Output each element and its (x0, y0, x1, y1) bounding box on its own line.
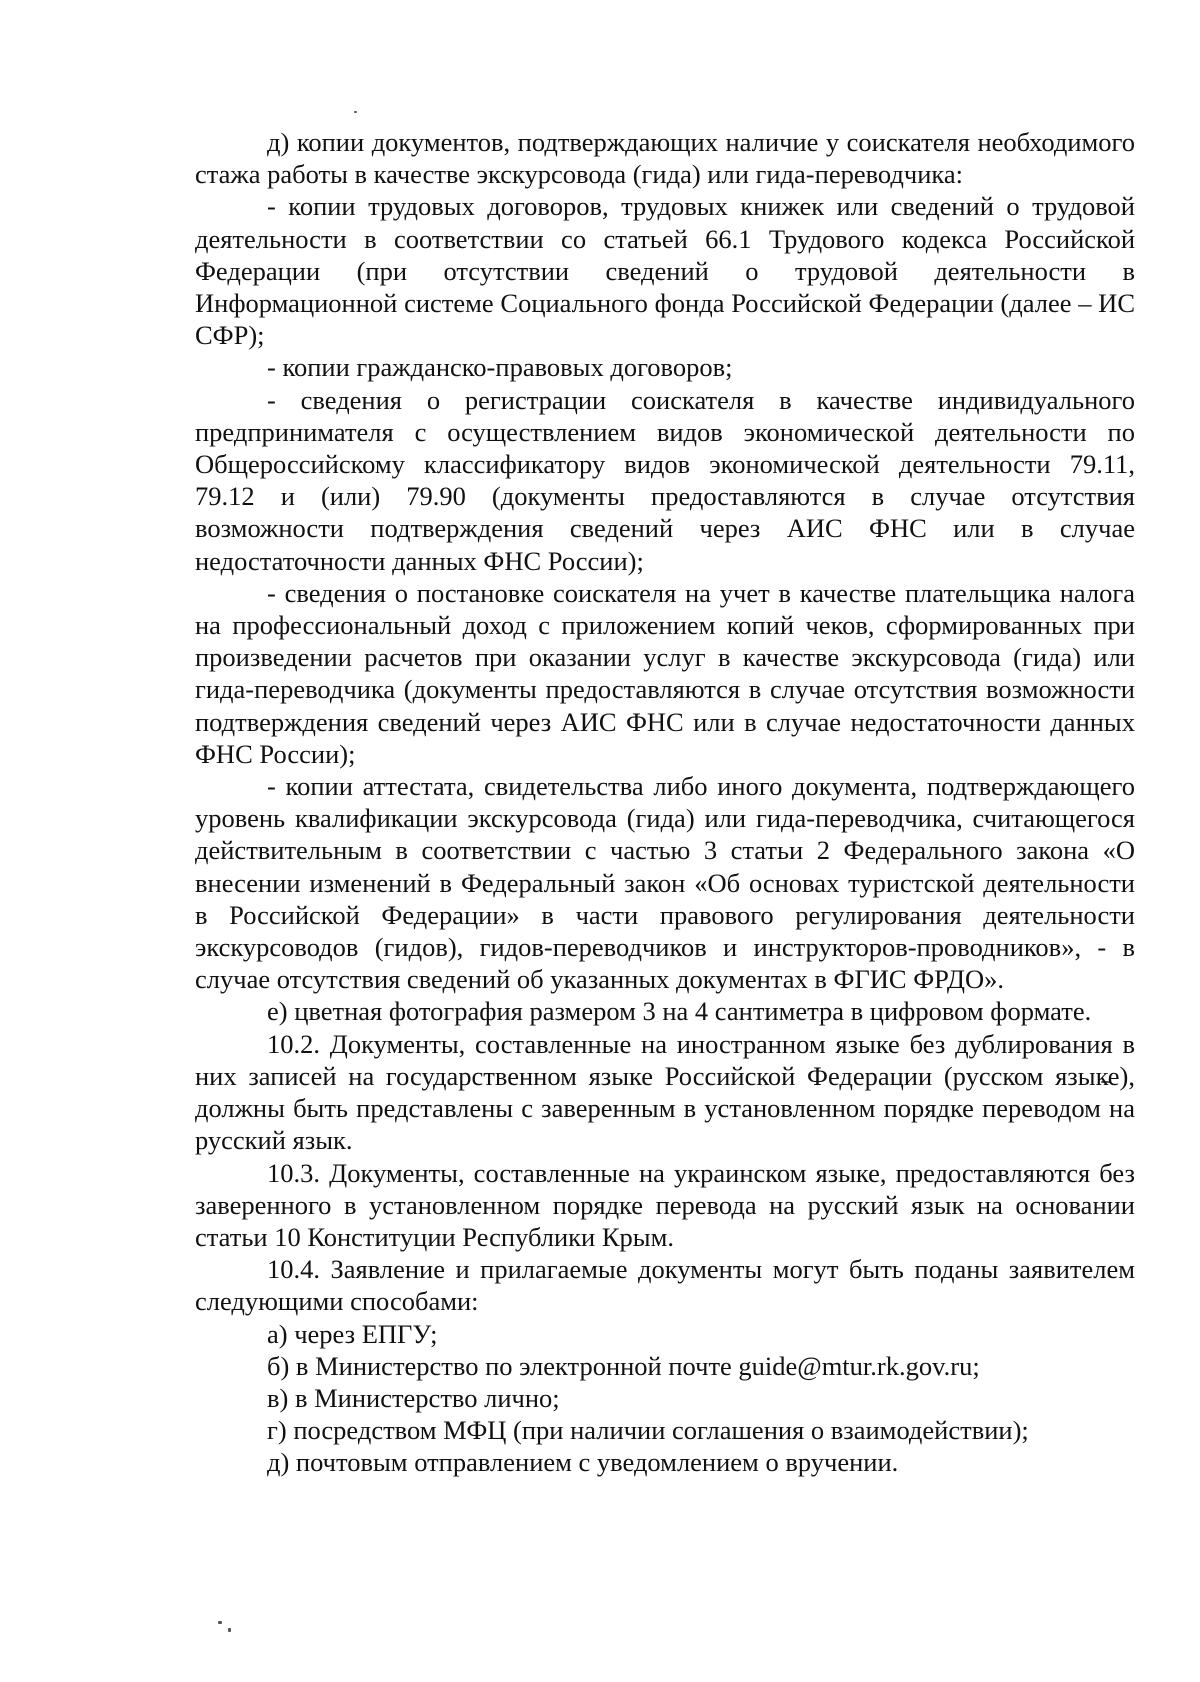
paragraph-10-3: 10.3. Документы, составленные на украинском языке, предоставляются без заверенного в установленном порядке перевода на русский язык на основании статьи 10 Конституции Республики Крым. (195, 1157, 1135, 1252)
list-item-mail: д) почтовым отправлением с уведомлением о вручении. (267, 1447, 899, 1478)
paragraph-professional-income-tax: - сведения о постановке соискателя на учет в качестве плательщика налога на профессиональный доход с приложением копий чеков, сформированных при произведении расчетов при оказании услуг в качестве экскурсовода (гида) или гида-переводчика (документы предоставляются в случае отсутствия возможности подтверждения сведений через АИС ФНС или в случае недостаточности данных ФНС России); (195, 577, 1135, 769)
paragraph-e-photo: е) цветная фотография размером 3 на 4 сантиметра в цифровом формате. (267, 996, 1092, 1027)
paragraph-10-4: 10.4. Заявление и прилагаемые документы могут быть поданы заявителем следующими способами: (195, 1254, 1135, 1317)
submission-methods-list (195, 1318, 1135, 1479)
list-item-epgu: а) через ЕПГУ; (267, 1318, 438, 1349)
paragraph-entrepreneur-registration: - сведения о регистрации соискателя в качестве индивидуального предпринимателя с осуществлением видов экономической деятельности по Общероссийскому классификатору видов экономической деятельности 79.11, 79.12 и (или) 79.90 (документы предоставляются в случае отсутствия возможности подтверждения сведений через АИС ФНС или в случае недостаточности данных ФНС России); (195, 384, 1135, 576)
paragraph-10-2: 10.2. Документы, составленные на иностранном языке без дублирования в них записей на государственном языке Российской Федерации (русском языке), должны быть представлены с заверенным в установленном порядке переводом на русский язык. (195, 1028, 1135, 1156)
paragraph-labor-contracts: - копии трудовых договоров, трудовых книжек или сведений о трудовой деятельности в соответствии со статьей 66.1 Трудового кодекса Российской Федерации (при отсутствии сведений о трудовой деятельности в Информационной системе Социального фонда Российской Федерации (далее – ИС СФР); (195, 191, 1135, 351)
document-body (195, 126, 1135, 1479)
paragraph-qualification-certificate: - копии аттестата, свидетельства либо иного документа, подтверждающего уровень квалификации экскурсовода (гида) или гида-переводчика, считающегося действительным в соответствии с частью 3 статьи 2 Федерального закона «О внесении изменений в Федеральный закон «Об основах туристской деятельности в Российской Федерации» в части правового регулирования деятельности экскурсоводов (гидов), гидов-переводчиков и инструкторов-проводников», - в случае отсутствия сведений об указанных документах в ФГИС ФРДО». (195, 771, 1135, 995)
paragraph-civil-contracts: - копии гражданско-правовых договоров; (267, 352, 733, 383)
list-item-mfc: г) посредством МФЦ (при наличии соглашения о взаимодействии); (267, 1415, 1029, 1446)
list-item-email: б) в Министерство по электронной почте guide@mtur.rk.gov.ru; (267, 1350, 980, 1381)
scan-speck (218, 1621, 222, 1624)
scan-speck (354, 111, 357, 113)
list-item-in-person: в) в Министерство лично; (267, 1382, 560, 1413)
scan-speck (228, 1628, 231, 1632)
paragraph-d-experience-documents: д) копии документов, подтверждающих наличие у соискателя необходимого стажа работы в качестве экскурсовода (гида) или гида-переводчика: (195, 127, 1135, 190)
